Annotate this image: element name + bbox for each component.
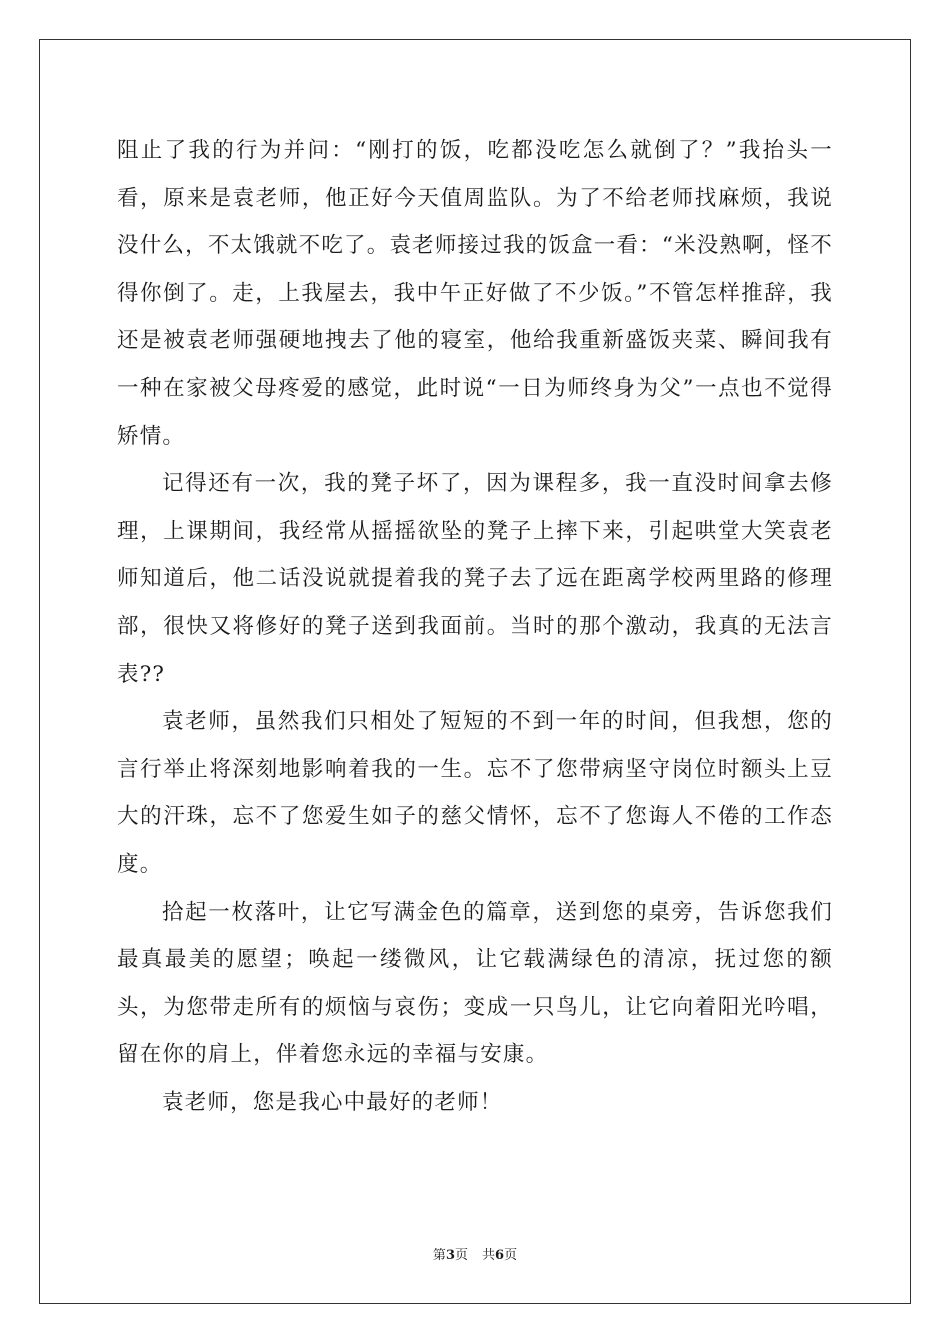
paragraph-5: 袁老师，您是我心中最好的老师！ — [162, 1089, 503, 1115]
paragraph-2: 记得还有一次，我的凳子坏了，因为课程多，我一直没时间拿去修理，上课期间，我经常从摇摇欲坠的凳子上摔下来，引起哄堂大笑袁老师知道后，他二话没说就提着我的凳子去了远在距离学校两里路的修理部，很快又将修好的凳子送到我面前。当时的那个激动，我真的无法言表?? — [117, 471, 833, 687]
total-pages-number: 6 — [495, 1248, 505, 1263]
page-number-suffix: 页 — [454, 1248, 468, 1263]
total-pages-suffix: 页 — [504, 1248, 518, 1263]
paragraph-3: 袁老师，虽然我们只相处了短短的不到一年的时间，但我想，您的言行举止将深刻地影响着我的一生。忘不了您带病坚守岗位时额头上豆大的汗珠，忘不了您爱生如子的慈父情怀，忘不了您诲人不倦的工作态度。 — [117, 709, 833, 877]
page-footer — [0, 1248, 950, 1264]
total-pages-prefix: 共 — [482, 1248, 496, 1263]
paragraph-1: 阻止了我的行为并问：“刚打的饭，吃都没吃怎么就倒了？”我抬头一看，原来是袁老师，他正好今天值周监队。为了不给老师找麻烦，我说没什么，不太饿就不吃了。袁老师接过我的饭盒一看：“米没熟啊，怪不得你倒了。走，上我屋去，我中午正好做了不少饭。”不管怎样推辞，我还是被袁老师强硬地拽去了他的寝室，他给我重新盛饭夹菜、瞬间我有一种在家被父母疼爱的感觉，此时说“一日为师终身为父”一点也不觉得矫情。 — [117, 138, 833, 449]
document-body — [117, 127, 833, 1126]
current-page-number: 3 — [445, 1248, 455, 1263]
paragraph-4: 拾起一枚落叶，让它写满金色的篇章，送到您的桌旁，告诉您我们最真最美的愿望；唤起一缕微风，让它载满绿色的清凉，抚过您的额头，为您带走所有的烦恼与哀伤；变成一只鸟儿，让它向着阳光吟唱，留在你的肩上，伴着您永远的幸福与安康。 — [117, 899, 833, 1068]
page-number-prefix: 第 — [432, 1248, 446, 1263]
